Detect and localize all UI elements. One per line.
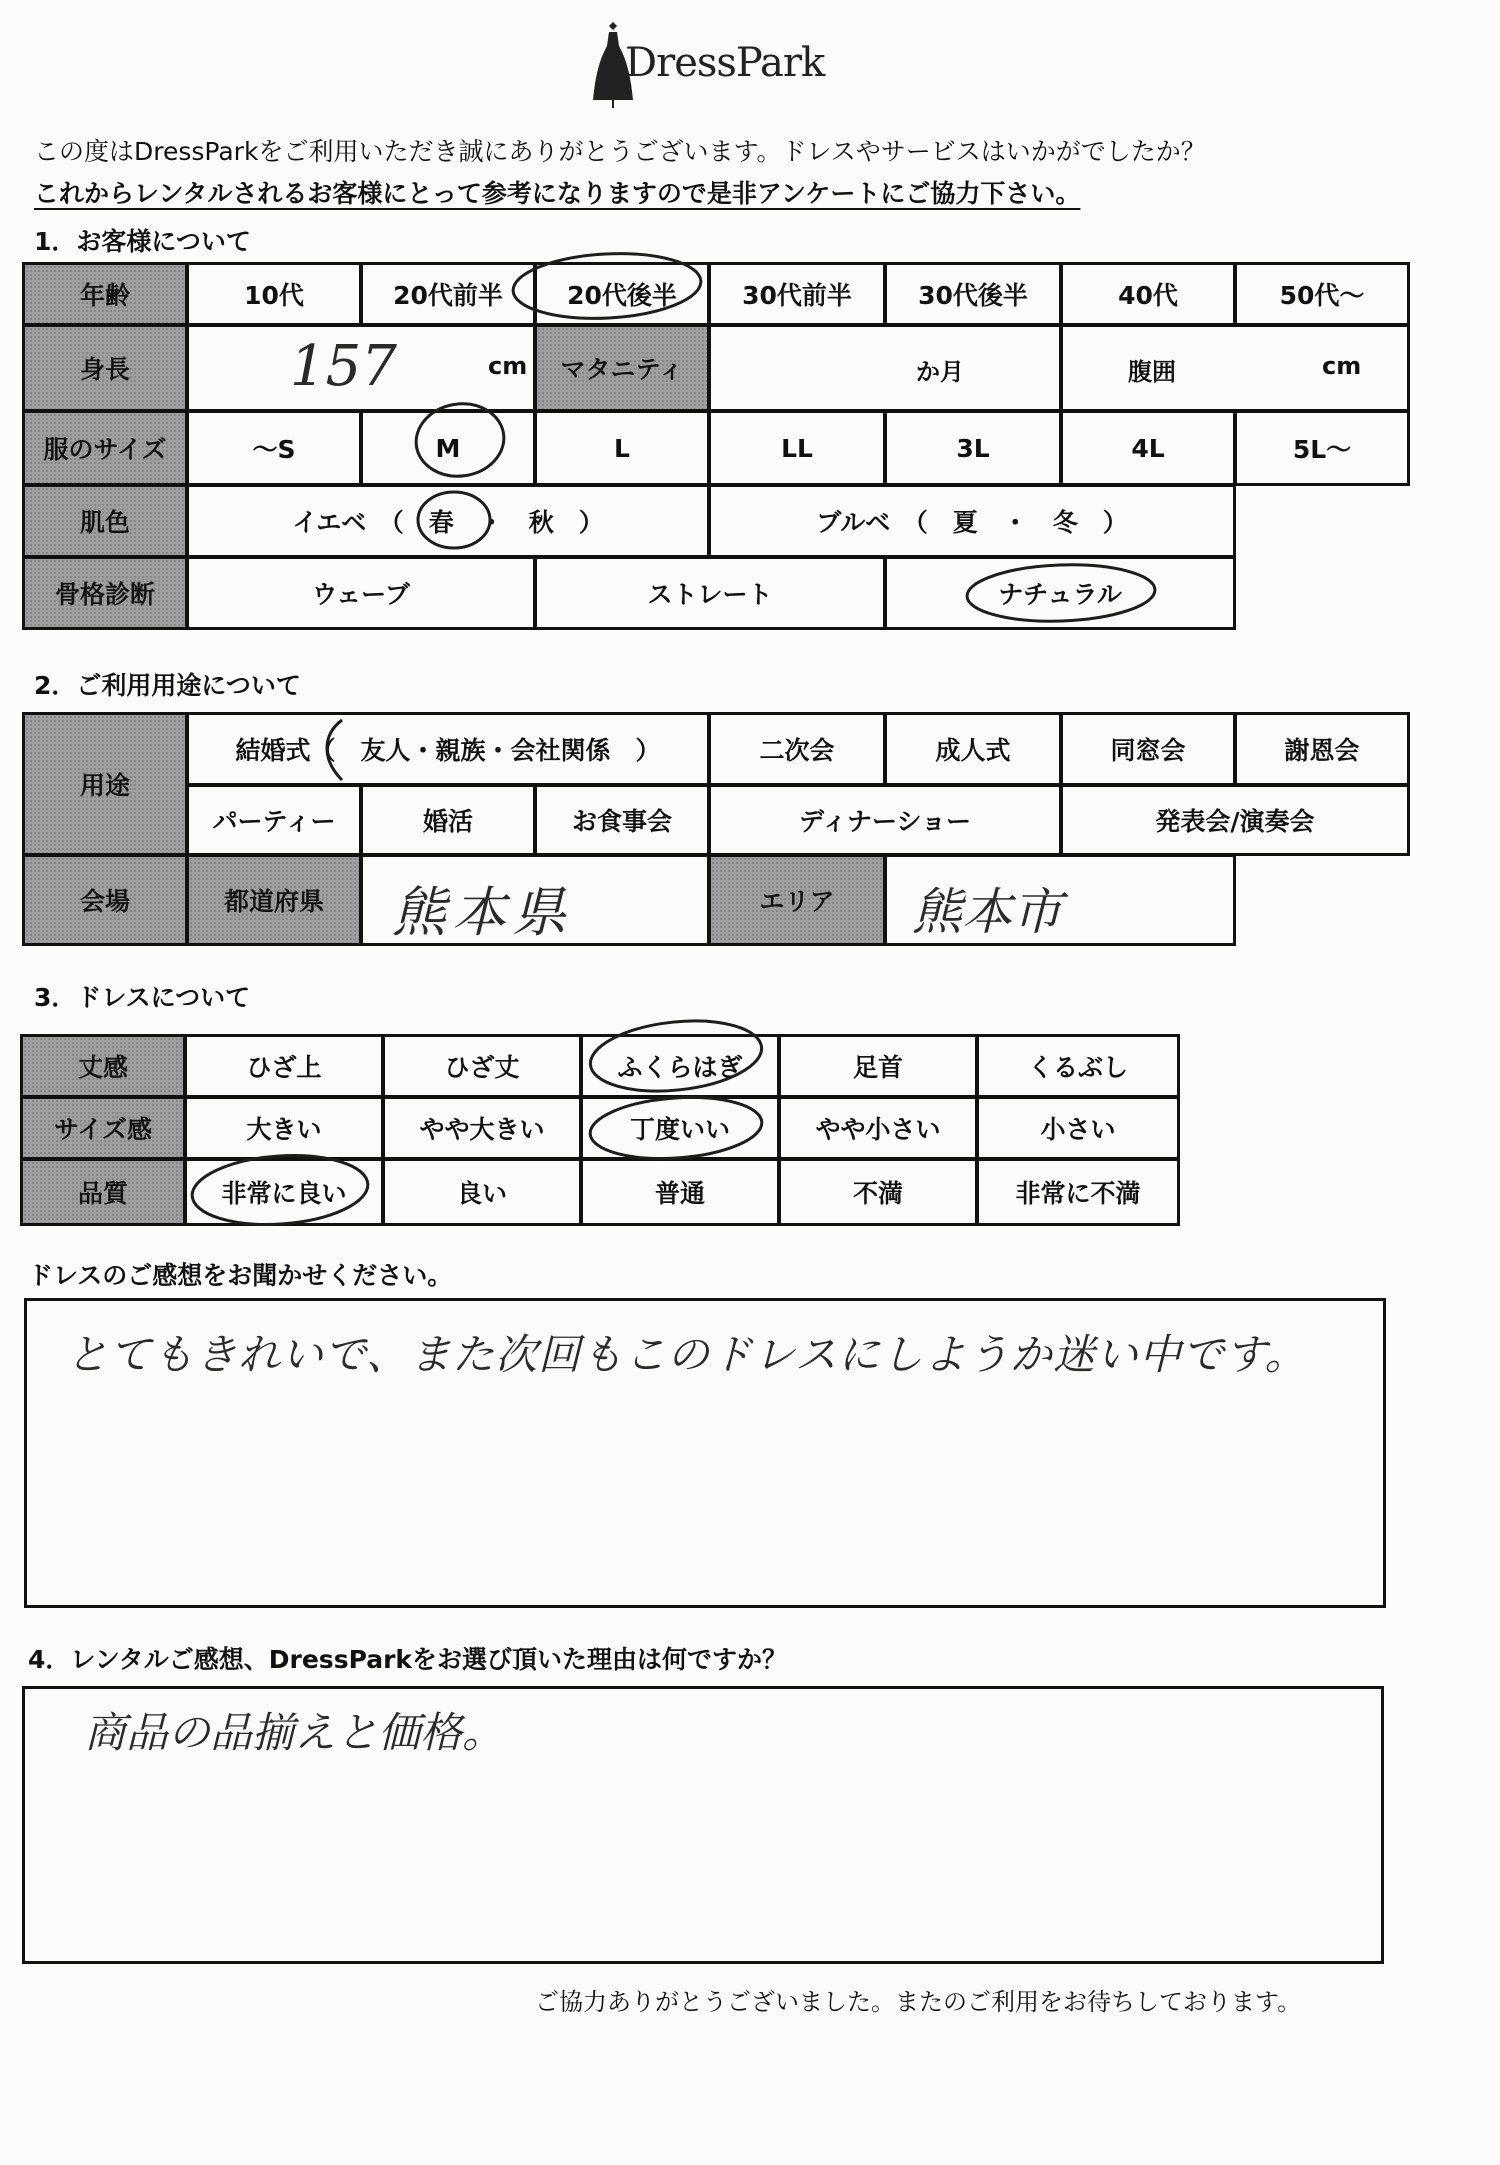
area-label: エリア bbox=[708, 854, 886, 946]
length-option[interactable]: くるぶし bbox=[976, 1034, 1180, 1098]
purpose-option[interactable]: パーティー bbox=[186, 784, 362, 856]
age-option[interactable]: 10代 bbox=[186, 262, 362, 326]
quality-option[interactable]: 普通 bbox=[580, 1158, 780, 1226]
belly-unit: cm bbox=[1322, 352, 1362, 380]
size-option[interactable]: 5L～ bbox=[1234, 410, 1410, 486]
impressions-answer: とてもきれいで、また次回もこのドレスにしようか迷い中です。 bbox=[66, 1330, 1308, 1379]
size-option-selected[interactable]: M bbox=[360, 410, 536, 486]
skin-label: 肌色 bbox=[22, 484, 188, 558]
section3-title: 3．ドレスについて bbox=[34, 983, 251, 1012]
section1-title: 1．お客様について bbox=[34, 227, 251, 256]
frame-option-selected[interactable]: ナチュラル bbox=[884, 556, 1236, 630]
length-option[interactable]: ひざ丈 bbox=[382, 1034, 582, 1098]
skin-yellow-option[interactable]: イエベ （ 春 ・ 秋 ） bbox=[186, 484, 710, 558]
age-label: 年齢 bbox=[22, 262, 188, 326]
size-option[interactable]: L bbox=[534, 410, 710, 486]
quality-label: 品質 bbox=[20, 1158, 186, 1226]
height-unit: cm bbox=[488, 352, 528, 380]
fit-option[interactable]: 小さい bbox=[976, 1096, 1180, 1160]
length-label: 丈感 bbox=[20, 1034, 186, 1098]
section4-title: 4．レンタルご感想、DressParkをお選び頂いた理由は何ですか？ bbox=[28, 1645, 788, 1674]
fit-option[interactable]: やや小さい bbox=[778, 1096, 978, 1160]
size-label: 服のサイズ bbox=[22, 410, 188, 486]
fit-option[interactable]: やや大きい bbox=[382, 1096, 582, 1160]
quality-option[interactable]: 非常に不満 bbox=[976, 1158, 1180, 1226]
prefecture-label: 都道府県 bbox=[186, 854, 362, 946]
purpose-option[interactable]: 二次会 bbox=[708, 712, 886, 786]
fit-option-selected[interactable]: 丁度いい bbox=[580, 1096, 780, 1160]
length-option[interactable]: ひざ上 bbox=[184, 1034, 384, 1098]
purpose-option[interactable]: 発表会/演奏会 bbox=[1060, 784, 1410, 856]
height-label: 身長 bbox=[22, 324, 188, 412]
purpose-option[interactable]: お食事会 bbox=[534, 784, 710, 856]
frame-label: 骨格診断 bbox=[22, 556, 188, 630]
skin-blue-option[interactable]: ブルベ （ 夏 ・ 冬 ） bbox=[708, 484, 1236, 558]
purpose-option[interactable]: 婚活 bbox=[360, 784, 536, 856]
reason-answer: 商品の品揃えと価格。 bbox=[84, 1708, 505, 1757]
intro-line-1: この度はDressParkをご利用いただき誠にありがとうございます。ドレスやサービスはいかがでしたか？ bbox=[34, 137, 1206, 166]
frame-option[interactable]: ストレート bbox=[534, 556, 886, 630]
purpose-option[interactable]: 成人式 bbox=[884, 712, 1062, 786]
size-option[interactable]: 3L bbox=[884, 410, 1062, 486]
age-option[interactable]: 30代後半 bbox=[884, 262, 1062, 326]
height-value: 157 bbox=[290, 334, 397, 399]
brand-logo: DressPark bbox=[625, 40, 825, 86]
quality-option-selected[interactable]: 非常に良い bbox=[184, 1158, 384, 1226]
fit-option[interactable]: 大きい bbox=[184, 1096, 384, 1160]
maternity-months-field[interactable] bbox=[708, 324, 1062, 412]
size-option[interactable]: ～S bbox=[186, 410, 362, 486]
length-option[interactable]: 足首 bbox=[778, 1034, 978, 1098]
purpose-option[interactable]: 同窓会 bbox=[1060, 712, 1236, 786]
quality-option[interactable]: 良い bbox=[382, 1158, 582, 1226]
age-option[interactable]: 30代前半 bbox=[708, 262, 886, 326]
length-option-selected[interactable]: ふくらはぎ bbox=[580, 1034, 780, 1098]
purpose-option[interactable]: ディナーショー bbox=[708, 784, 1062, 856]
purpose-label: 用途 bbox=[22, 712, 188, 856]
size-option[interactable]: LL bbox=[708, 410, 886, 486]
age-option[interactable]: 50代～ bbox=[1234, 262, 1410, 326]
impressions-prompt: ドレスのご感想をお聞かせください。 bbox=[28, 1261, 453, 1290]
closing-message: ご協力ありがとうございました。またのご利用をお待ちしております。 bbox=[535, 1988, 1302, 2016]
belly-label: 腹囲 bbox=[1128, 358, 1176, 386]
months-unit: か月 bbox=[916, 358, 964, 386]
age-option-selected[interactable]: 20代後半 bbox=[534, 262, 710, 326]
fit-label: サイズ感 bbox=[20, 1096, 186, 1160]
frame-option[interactable]: ウェーブ bbox=[186, 556, 536, 630]
section2-title: 2．ご利用用途について bbox=[34, 671, 301, 700]
quality-option[interactable]: 不満 bbox=[778, 1158, 978, 1226]
maternity-label: マタニティ bbox=[534, 324, 710, 412]
age-option[interactable]: 20代前半 bbox=[360, 262, 536, 326]
prefecture-value: 熊本県 bbox=[392, 881, 572, 944]
area-value: 熊本市 bbox=[912, 883, 1062, 941]
wedding-option[interactable]: 結婚式（ 友人・親族・会社関係 ） bbox=[186, 712, 710, 786]
intro-line-2: これからレンタルされるお客様にとって参考になりますので是非アンケートにご協力下さい。 bbox=[34, 179, 1081, 208]
age-option[interactable]: 40代 bbox=[1060, 262, 1236, 326]
venue-label: 会場 bbox=[22, 854, 188, 946]
size-option[interactable]: 4L bbox=[1060, 410, 1236, 486]
purpose-option[interactable]: 謝恩会 bbox=[1234, 712, 1410, 786]
